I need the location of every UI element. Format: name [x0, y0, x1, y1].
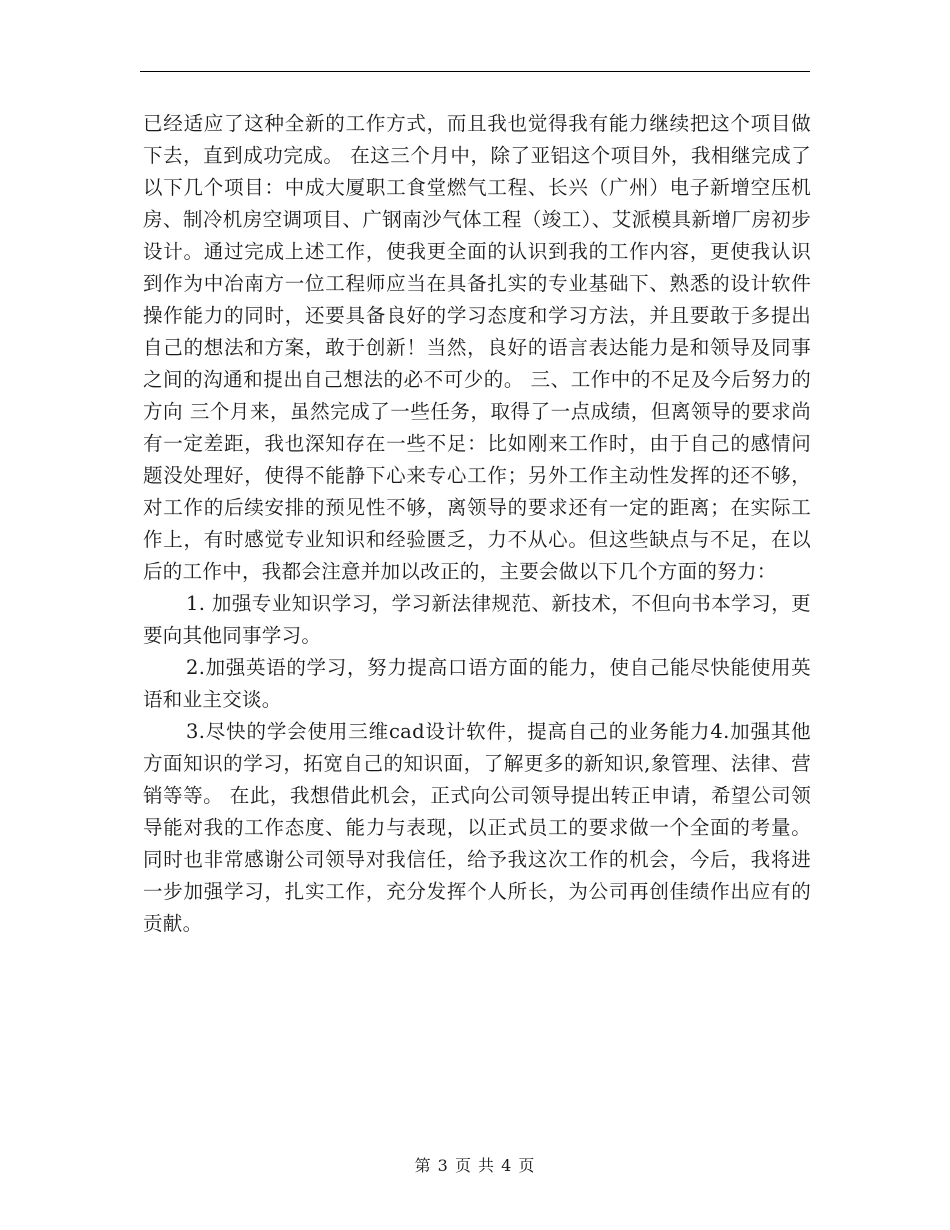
list-item-3: 3.尽快的学会使用三维cad设计软件，提高自己的业务能力4.加强其他方面知识的学习，拓宽自己的知识面，了解更多的新知识,象管理、法律、营销等等。 在此，我想借此机会，正式向公司领导提出转正申请，希望公司领导能对我的工作态度、能力与表现，以正式员工的要求做一个全面的考量。同时也非常感谢公司领导对我信任，给予我这次工作的机会，今后，我将进一步加强学习，扎实工作，充分发挥个人所长，为公司再创佳绩作出应有的贡献。	[143, 720, 811, 935]
page-footer: 第 3 页 共 4 页	[414, 1156, 536, 1175]
list-item-2: 2.加强英语的学习，努力提高口语方面的能力，使自己能尽快能使用英语和业主交谈。	[143, 656, 811, 711]
document-body	[143, 108, 811, 940]
paragraph-body: 已经适应了这种全新的工作方式，而且我也觉得我有能力继续把这个项目做下去，直到成功完成。 在这三个月中，除了亚铝这个项目外，我相继完成了以下几个项目：中成大厦职工食堂燃气工程、长兴（广州）电子新增空压机房、制冷机房空调项目、广钢南沙气体工程（竣工）、艾派模具新增厂房初步设计。通过完成上述工作，使我更全面的认识到我的工作内容，更使我认识到作为中冶南方一位工程师应当在具备扎实的专业基础下、熟悉的设计软件操作能力的同时，还要具备良好的学习态度和学习方法，并且要敢于多提出自己的想法和方案，敢于创新！当然，良好的语言表达能力是和领导及同事之间的沟通和提出自己想法的必不可少的。 三、工作中的不足及今后努力的方向 三个月来，虽然完成了一些任务，取得了一点成绩，但离领导的要求尚有一定差距，我也深知存在一些不足：比如刚来工作时，由于自己的感情问题没处理好，使得不能静下心来专心工作；另外工作主动性发挥的还不够，对工作的后续安排的预见性不够，离领导的要求还有一定的距离；在实际工作上，有时感觉专业知识和经验匮乏，力不从心。但这些缺点与不足，在以后的工作中，我都会注意并加以改正的，主要会做以下几个方面的努力：	[143, 112, 811, 583]
list-item-1: 1. 加强专业知识学习，学习新法律规范、新技术，不但向书本学习，更要向其他同事学习。	[143, 592, 811, 647]
header-rule	[140, 71, 810, 72]
